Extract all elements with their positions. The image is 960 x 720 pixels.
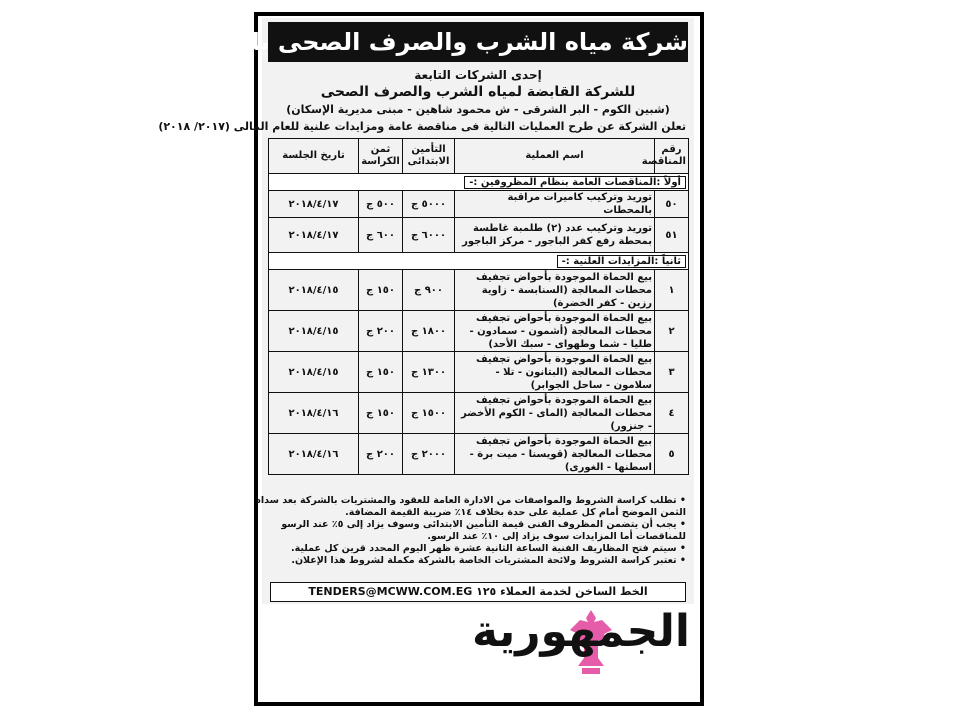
- section-row: [269, 253, 689, 270]
- cell-date: ٢٠١٨/٤/١٥: [269, 352, 359, 393]
- header-name: اسم العملية: [455, 139, 655, 174]
- cell-name: توريد وتركيب عدد (٢) طلمبة غاطسة بمحطة رفع كفر الباجور - مركز الباجور: [455, 218, 655, 253]
- cell-price: ١٥٠ ج: [359, 270, 403, 311]
- table-header-row: [269, 139, 689, 174]
- note-line: • تطلب كراسة الشروط والمواصفات من الادارة العامة للعقود والمشتريات بالشركة بعد سداد: [256, 495, 686, 506]
- terms-notes: [256, 495, 686, 567]
- section-row: [269, 174, 689, 191]
- cell-name: توريد وتركيب كاميرات مراقبة بالمحطات: [455, 191, 655, 218]
- cell-price: ٦٠٠ ج: [359, 218, 403, 253]
- cell-date: ٢٠١٨/٤/١٥: [269, 311, 359, 352]
- cell-deposit: ١٥٠٠ ج: [403, 393, 455, 434]
- cell-date: ٢٠١٨/٤/١٦: [269, 434, 359, 475]
- affiliation-line: إحدى الشركات التابعة: [414, 68, 542, 82]
- hotline-bar: الخط الساخن لخدمة العملاء ١٢٥ TENDERS@MCWW.COM.EG: [270, 582, 686, 602]
- cell-no: ٥١: [655, 218, 689, 253]
- address-line: (شبين الكوم - البر الشرقى - ش محمود شاهين - مبنى مديرية الإسكان): [286, 103, 670, 116]
- cell-date: ٢٠١٨/٤/١٧: [269, 218, 359, 253]
- cell-no: ١: [655, 270, 689, 311]
- cell-price: ٢٠٠ ج: [359, 434, 403, 475]
- table-row: [269, 434, 689, 475]
- cell-deposit: ٩٠٠ ج: [403, 270, 455, 311]
- header-deposit: التأمين الابتدائى: [403, 139, 455, 174]
- company-banner: شركة مياه الشرب والصرف الصحى بالمنوفية: [268, 22, 688, 62]
- cell-no: ٢: [655, 311, 689, 352]
- cell-no: ٣: [655, 352, 689, 393]
- note-line: الثمن الموضح أمام كل عملية على حدة بخلاف ١٤٪ ضريبة القيمة المضافة.: [345, 507, 686, 518]
- table-row: [269, 393, 689, 434]
- section-title: ثانياً :المزايدات العلنية :-: [557, 255, 686, 268]
- cell-deposit: ١٨٠٠ ج: [403, 311, 455, 352]
- cell-price: ٢٠٠ ج: [359, 311, 403, 352]
- tenders-table: [268, 138, 689, 475]
- cell-name: بيع الحماة الموجودة بأحواض تجفيف محطات المعالجة (قويسنا - ميت برة - اسطنها - الغورى): [455, 434, 655, 475]
- cell-date: ٢٠١٨/٤/١٦: [269, 393, 359, 434]
- header-price: ثمن الكراسة: [359, 139, 403, 174]
- table-row: [269, 352, 689, 393]
- note-line: • يجب أن يتضمن المظروف الفنى قيمة التأمين الابتدائى وسوف يزاد إلى ٥٪ عند الرسو: [281, 519, 686, 530]
- cell-name: بيع الحماة الموجودة بأحواض تجفيف محطات المعالجة (السنابسة - زاوية رزين - كفر الخضرة): [455, 270, 655, 311]
- note-line: • سيتم فتح المظاريف الفنية الساعة الثانية عشرة ظهر اليوم المحدد قرين كل عملية.: [291, 543, 686, 554]
- header-date: تاريخ الجلسة: [269, 139, 359, 174]
- table-row: [269, 191, 689, 218]
- header-no: رقم المناقصة: [655, 139, 689, 174]
- newspaper-logo: [472, 602, 706, 682]
- cell-no: ٥: [655, 434, 689, 475]
- cell-name: بيع الحماة الموجودة بأحواض تجفيف محطات المعالجة (أشمون - سمادون - طليا - شما وطهواى - سبك الأحد): [455, 311, 655, 352]
- holding-company-line: للشركة القابضة لمياه الشرب والصرف الصحى: [320, 84, 636, 100]
- cell-name: بيع الحماة الموجودة بأحواض تجفيف محطات المعالجة (البتانون - تلا - سلامون - ساحل الجوابر): [455, 352, 655, 393]
- cell-deposit: ١٣٠٠ ج: [403, 352, 455, 393]
- table-row: [269, 270, 689, 311]
- newspaper-logo-text: الجمهورية: [472, 606, 690, 657]
- cell-deposit: ٦٠٠٠ ج: [403, 218, 455, 253]
- note-line: للمناقصات أما المزايدات سوف يزاد إلى ١٠٪ عند الرسو.: [427, 531, 686, 542]
- cell-price: ٥٠٠ ج: [359, 191, 403, 218]
- cell-deposit: ٥٠٠٠ ج: [403, 191, 455, 218]
- cell-no: ٤: [655, 393, 689, 434]
- table-row: [269, 311, 689, 352]
- tender-advertisement: [158, 18, 694, 604]
- note-line: • تعتبر كراسة الشروط ولائحة المشتريات الخاصة بالشركة مكملة لشروط هذا الإعلان.: [291, 555, 686, 566]
- table-row: [269, 218, 689, 253]
- section-title: أولاً :المناقصات العامة بنظام المظروفين :-: [464, 176, 686, 189]
- cell-date: ٢٠١٨/٤/١٧: [269, 191, 359, 218]
- cell-price: ١٥٠ ج: [359, 393, 403, 434]
- cell-price: ١٥٠ ج: [359, 352, 403, 393]
- cell-no: ٥٠: [655, 191, 689, 218]
- announcement-line: تعلن الشركة عن طرح العمليات التالية فى مناقصة عامة ومزايدات علنية للعام المالى (٢٠١٧/ ٢٠١٨): [158, 120, 686, 133]
- cell-name: بيع الحماة الموجودة بأحواض تجفيف محطات المعالجة (الماى - الكوم الأخضر - جنزور): [455, 393, 655, 434]
- cell-date: ٢٠١٨/٤/١٥: [269, 270, 359, 311]
- cell-deposit: ٢٠٠٠ ج: [403, 434, 455, 475]
